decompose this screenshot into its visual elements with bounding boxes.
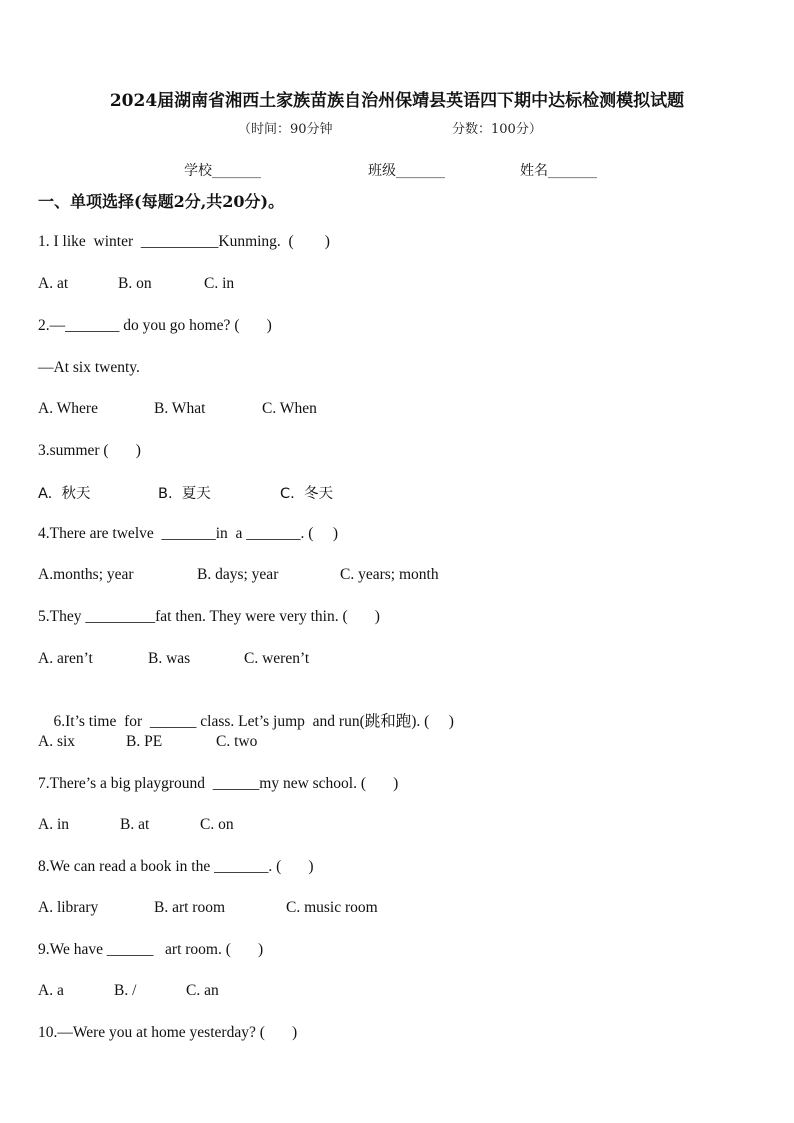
class-field[interactable]: 班级_______ <box>368 163 445 179</box>
option-b[interactable]: B. days; year <box>197 566 279 583</box>
option-a[interactable]: A. library <box>38 899 99 916</box>
name-field[interactable]: 姓名_______ <box>520 163 597 179</box>
question-4: 4.There are twelve _______in a _______. ( ) <box>38 525 339 542</box>
option-a[interactable]: A. Where <box>38 400 98 417</box>
option-c[interactable]: C. weren’t <box>244 650 310 667</box>
option-b[interactable]: B. What <box>154 400 206 417</box>
option-c[interactable]: C. 冬天 <box>280 486 333 502</box>
option-b[interactable]: B. was <box>148 650 191 667</box>
option-a[interactable]: A. aren’t <box>38 650 93 667</box>
option-c[interactable]: C. music room <box>286 899 378 916</box>
exam-time: （时间：90分钟 <box>238 122 333 137</box>
exam-score: 分数：100分） <box>452 122 542 137</box>
option-c[interactable]: C. an <box>186 982 219 999</box>
option-b[interactable]: B. PE <box>126 733 163 750</box>
option-c[interactable]: C. When <box>262 400 317 417</box>
question-3: 3.summer ( ) <box>38 442 141 459</box>
option-a[interactable]: A. at <box>38 275 69 292</box>
option-a[interactable]: A. in <box>38 816 69 833</box>
question-9: 9.We have ______ art room. ( ) <box>38 941 264 958</box>
option-b[interactable]: B. on <box>118 275 152 292</box>
option-a[interactable]: A. six <box>38 733 76 750</box>
option-c[interactable]: C. years; month <box>340 566 439 583</box>
exam-title: 2024届湖南省湘西土家族苗族自治州保靖县英语四下期中达标检测模拟试题 <box>109 91 685 111</box>
option-a[interactable]: A. a <box>38 982 64 999</box>
question-2: 2.—_______ do you go home? ( ) <box>38 317 272 334</box>
option-a[interactable]: A. 秋天 <box>38 486 91 502</box>
option-b[interactable]: B. / <box>114 982 137 999</box>
option-b[interactable]: B. 夏天 <box>158 486 211 502</box>
question-10: 10.—Were you at home yesterday? ( ) <box>38 1024 298 1041</box>
option-b[interactable]: B. at <box>120 816 150 833</box>
school-field[interactable]: 学校_______ <box>184 163 261 179</box>
question-7: 7.There’s a big playground ______my new school. ( ) <box>38 775 399 792</box>
option-c[interactable]: C. in <box>204 275 235 292</box>
question-6-text: 6.It’s time for ______ class. Let’s jump and run(跳和跑). ( ) <box>53 713 454 730</box>
question-8: 8.We can read a book in the _______. ( ) <box>38 858 314 875</box>
section-title: 一、单项选择(每题2分,共20分)。 <box>38 192 285 211</box>
option-b[interactable]: B. art room <box>154 899 226 916</box>
question-5: 5.They _________fat then. They were very thin. ( ) <box>38 608 380 625</box>
option-a[interactable]: A.months; year <box>38 566 134 583</box>
option-c[interactable]: C. two <box>216 733 258 750</box>
question-1: 1. I like winter __________Kunming. ( ) <box>38 233 330 250</box>
question-2-answer-line: —At six twenty. <box>38 359 140 376</box>
option-c[interactable]: C. on <box>200 816 234 833</box>
